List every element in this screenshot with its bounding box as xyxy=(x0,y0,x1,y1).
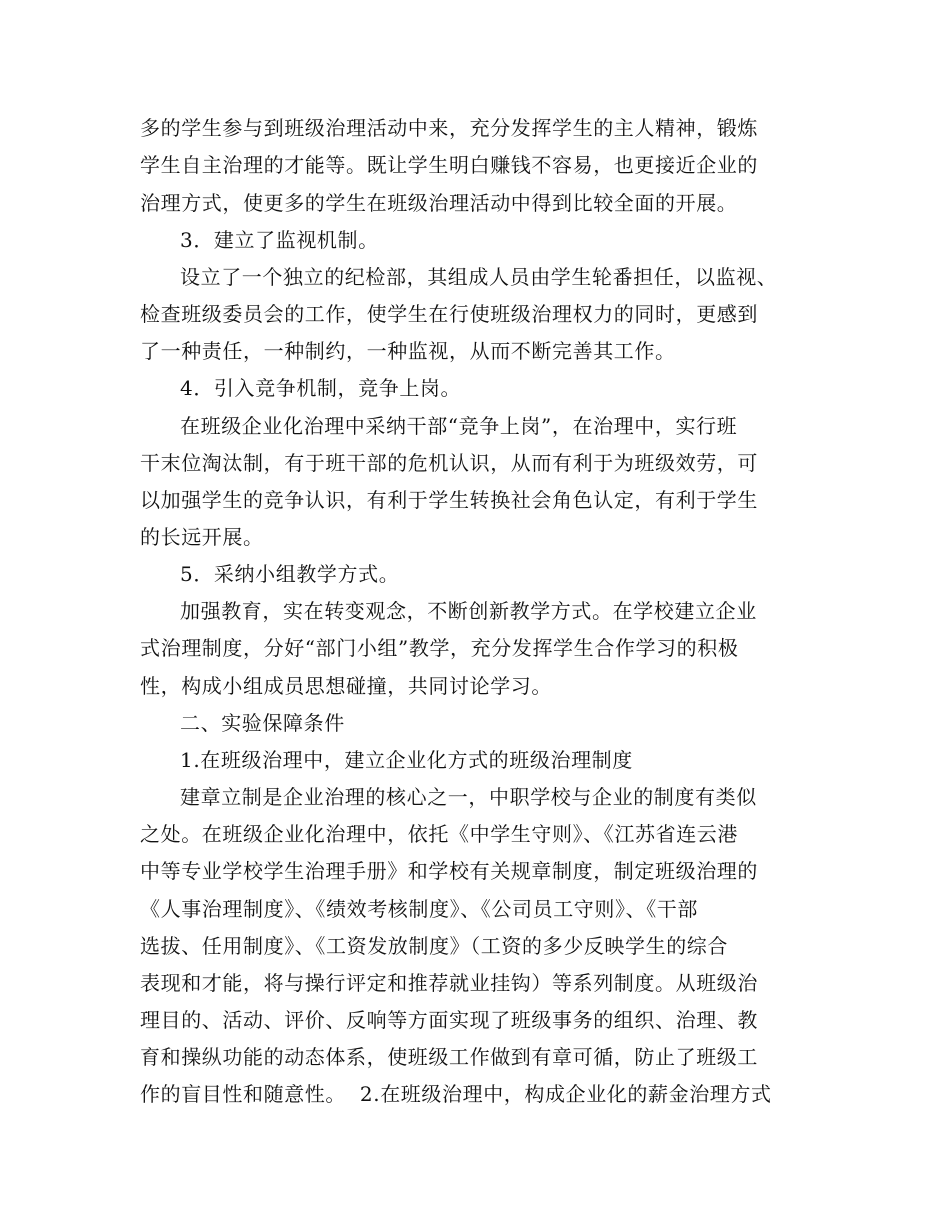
paragraph-line: 式治理制度，分好“部门小组”教学，充分发挥学生合作学习的积极 xyxy=(140,636,739,660)
paragraph-line: 了一种责任，一种制约，一种监视，从而不断完善其工作。 xyxy=(140,339,676,363)
paragraph-line: 作的盲目性和随意性。 2.在班级治理中，构成企业化的薪金治理方式 xyxy=(140,1082,772,1106)
paragraph-line: 治理方式，使更多的学生在班级治理活动中得到比较全面的开展。 xyxy=(140,191,738,215)
paragraph-line: 多的学生参与到班级治理活动中来，充分发挥学生的主人精神，锻炼 xyxy=(140,116,758,140)
section-heading: 4．引入竞争机制，竞争上岗。 xyxy=(180,376,462,400)
paragraph-line: 检查班级委员会的工作，使学生在行使班级治理权力的同时，更感到 xyxy=(140,302,758,326)
paragraph-line: 以加强学生的竞争认识，有利于学生转换社会角色认定，有利于学生 xyxy=(140,488,758,512)
section-heading: 3．建立了监视机制。 xyxy=(180,228,379,252)
paragraph-line: 设立了一个独立的纪检部，其组成人员由学生轮番担任，以监视、 xyxy=(180,265,778,289)
paragraph-line: 性，构成小组成员思想碰撞，共同讨论学习。 xyxy=(140,674,552,698)
paragraph-line: 理目的、活动、评价、反响等方面实现了班级事务的组织、治理、教 xyxy=(140,1008,758,1032)
paragraph-line: 《人事治理制度》、《绩效考核制度》、《公司员工守则》、《干部 xyxy=(140,897,698,921)
paragraph-line: 选拔、任用制度》、《工资发放制度》（工资的多少反映学生的综合 xyxy=(140,934,728,958)
paragraph-line: 的长远开展。 xyxy=(140,525,264,549)
section-heading: 1.在班级治理中，建立企业化方式的班级治理制度 xyxy=(180,748,633,772)
paragraph-line: 建章立制是企业治理的核心之一，中职学校与企业的制度有类似 xyxy=(180,785,757,809)
paragraph-line: 学生自主治理的才能等。既让学生明白赚钱不容易，也更接近企业的 xyxy=(140,153,758,177)
paragraph-line: 表现和才能，将与操行评定和推荐就业挂钩）等系列制度。从班级治 xyxy=(140,971,758,995)
section-heading: 5．采纳小组教学方式。 xyxy=(180,562,400,586)
paragraph-line: 中等专业学校学生治理手册》和学校有关规章制度，制定班级治理的 xyxy=(140,859,758,883)
paragraph-line: 干末位淘汰制，有于班干部的危机认识，从而有利于为班级效劳，可 xyxy=(140,451,758,475)
paragraph-line: 加强教育，实在转变观念，不断创新教学方式。在学校建立企业 xyxy=(180,599,757,623)
section-heading: 二、实验保障条件 xyxy=(180,711,345,735)
paragraph-line: 之处。在班级企业化治理中，依托《中学生守则》、《江苏省连云港 xyxy=(140,822,738,846)
paragraph-line: 育和操纵功能的动态体系，使班级工作做到有章可循，防止了班级工 xyxy=(140,1045,758,1069)
paragraph-line: 在班级企业化治理中采纳干部“竞争上岗”，在治理中，实行班 xyxy=(180,414,738,438)
